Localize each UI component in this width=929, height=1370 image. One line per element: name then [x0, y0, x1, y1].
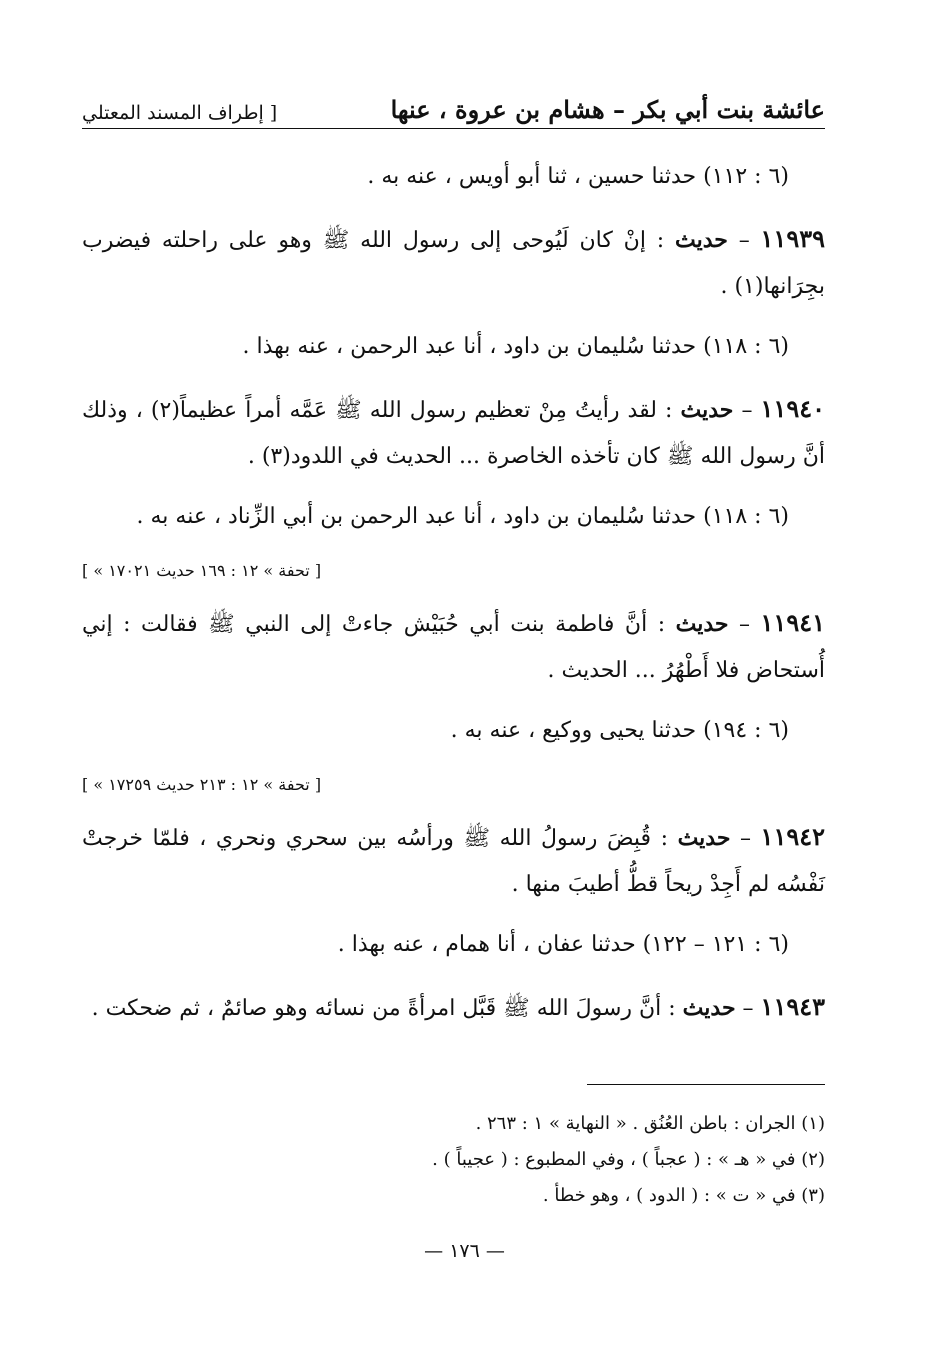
- footnote-3: (٣) في « ت » : ( الدود ) ، وهو خطأ .: [542, 1185, 825, 1206]
- header-chapter-title: عائشة بنت أبي بكر – هشام بن عروة ، عنها: [390, 95, 825, 124]
- hadith-keyword: حديث: [677, 825, 731, 851]
- main-text: [82, 150, 825, 1046]
- hadith-text: : إنْ كان لَيُوحى إلى رسول الله ﷺ وهو على راحلته فيضرب بجِرَانها(١) .: [82, 228, 825, 299]
- running-header: [82, 84, 825, 129]
- hadith-text: : أنَّ فاطمة بنت أبي حُبَيْش جاءتْ إلى النبي ﷺ فقالت : إني أُستحاض فلا أَطْهُرُ ... الحديث .: [82, 612, 825, 683]
- hadith-text: : لقد رأيتُ مِنْ تعظيم رسول الله ﷺ عَمَّه أمراً عظيماً(٢) ، وذلك أنَّ رسول الله ﷺ كان تأخذه الخاصرة ... الحديث في اللدود(٣) .: [82, 398, 825, 469]
- hadith-keyword: حديث: [682, 995, 736, 1021]
- footnotes: [82, 1106, 825, 1214]
- hadith-number: ١١٩٤٠: [760, 394, 825, 423]
- hadith-keyword: حديث: [675, 611, 729, 637]
- header-book-title: [ إطراف المسند المعتلي: [82, 102, 278, 124]
- hadith-entry: ١١٩٤٢ – حديث : قُبِضَ رسولُ الله ﷺ ورأسُه بين سحري ونحري ، فلمّا خرجتْ نَفْسُه لم أَجِدْ ريحاً قطُّ أطيبَ منها .: [82, 822, 825, 897]
- hadith-text: : أنَّ رسولَ الله ﷺ قَبَّل امرأةً من نسائه وهو صائمٌ ، ثم ضحكت .: [91, 996, 676, 1021]
- hadith-number: ١١٩٤١: [760, 608, 825, 637]
- tuhfa-reference: [ « تحفة » ١٢ : ١٦٩ حديث ١٧٠٢١ ]: [82, 561, 322, 580]
- chain-of-narration: (٦ : ١٢١ – ١٢٢) حدثنا عفان ، أنا همام ، عنه بهذا .: [337, 932, 789, 957]
- hadith-entry: ١١٩٤٠ – حديث : لقد رأيتُ مِنْ تعظيم رسول الله ﷺ عَمَّه أمراً عظيماً(٢) ، وذلك أنَّ رسول الله ﷺ كان تأخذه الخاصرة ... الحديث في اللدود(٣) .: [82, 394, 825, 469]
- page-number: — ١٧٦ —: [424, 1240, 505, 1262]
- hadith-number: ١١٩٤٣: [760, 992, 825, 1021]
- chain-of-narration: (٦ : ١١٨) حدثنا سُليمان بن داود ، أنا عبد الرحمن ، عنه بهذا .: [242, 334, 789, 359]
- footnote-2: (٢) في « هـ » : ( عجباً ) ، وفي المطبوع : ( عجيباً ) .: [432, 1149, 825, 1170]
- footnote-divider: [587, 1084, 825, 1085]
- hadith-entry: ١١٩٤١ – حديث : أنَّ فاطمة بنت أبي حُبَيْش جاءتْ إلى النبي ﷺ فقالت : إني أُستحاض فلا أَطْهُرُ ... الحديث .: [82, 608, 825, 683]
- hadith-keyword: حديث: [675, 227, 728, 253]
- hadith-entry: ١١٩٤٣ – حديث : أنَّ رسولَ الله ﷺ قَبَّل امرأةً من نسائه وهو صائمٌ ، ثم ضحكت .: [91, 992, 825, 1021]
- hadith-keyword: حديث: [680, 397, 734, 423]
- footnote-1: (١) الجران : باطن العُنُق . « النهاية » ١ : ٢٦٣ .: [475, 1113, 825, 1134]
- tuhfa-reference: [ « تحفة » ١٢ : ٢١٣ حديث ١٧٢٥٩ ]: [82, 775, 322, 794]
- hadith-entry: ١١٩٣٩ – حديث : إنْ كان لَيُوحى إلى رسول الله ﷺ وهو على راحلته فيضرب بجِرَانها(١) .: [82, 224, 825, 299]
- chain-of-narration: (٦ : ١٩٤) حدثنا يحيى ووكيع ، عنه به .: [450, 718, 789, 743]
- hadith-number: ١١٩٤٢: [760, 822, 825, 851]
- chain-of-narration: (٦ : ١١٨) حدثنا سُليمان بن داود ، أنا عبد الرحمن بن أبي الزِّناد ، عنه به .: [136, 504, 789, 529]
- hadith-number: ١١٩٣٩: [760, 224, 825, 253]
- hadith-text: : قُبِضَ رسولُ الله ﷺ ورأسُه بين سحري ونحري ، فلمّا خرجتْ نَفْسُه لم أَجِدْ ريحاً قطُّ أطيبَ منها .: [82, 826, 825, 897]
- chain-of-narration: (٦ : ١١٢) حدثنا حسين ، ثنا أبو أويس ، عنه به .: [367, 164, 789, 189]
